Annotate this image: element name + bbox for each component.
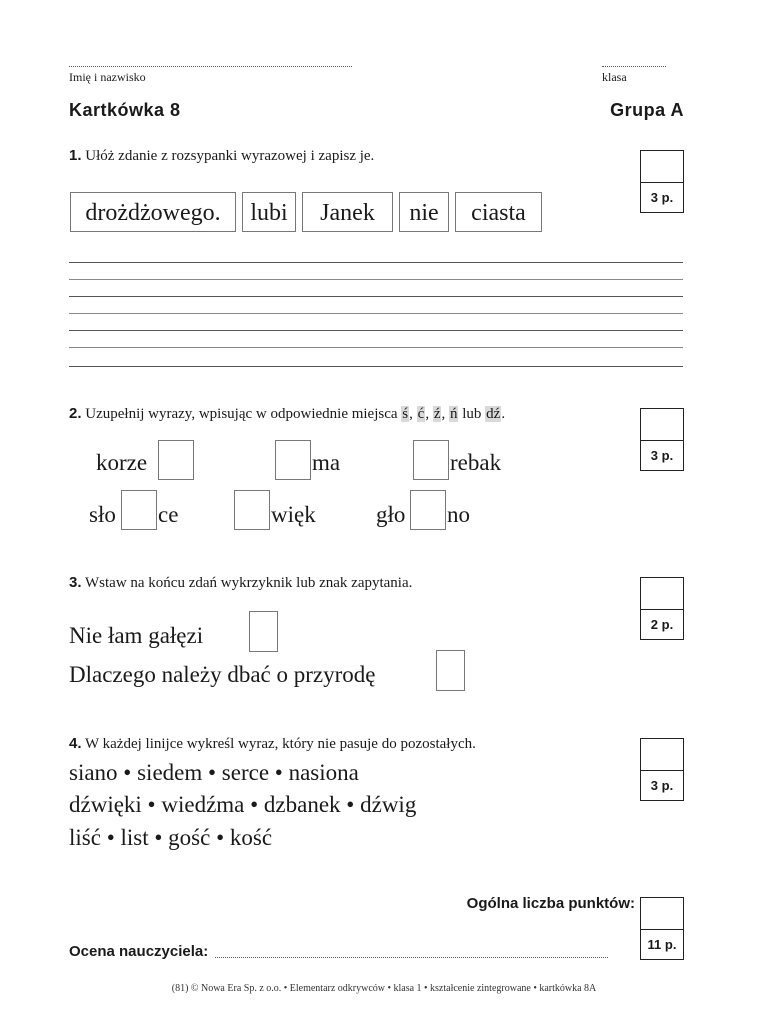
task1-score-box	[640, 150, 684, 213]
task4-text: W każdej linijce wykreśl wyraz, który nie pasuje do pozostałych.	[85, 736, 476, 752]
task4-score-box	[640, 738, 684, 801]
task2-text: Uzupełnij wyrazy, wpisując w odpowiednie miejsca	[85, 406, 398, 422]
group-label: Grupa A	[610, 100, 684, 120]
word-card: ciasta	[455, 192, 542, 232]
task4-instruction	[69, 735, 476, 753]
letter-z: ź	[433, 406, 441, 422]
letter-blank[interactable]	[234, 490, 270, 530]
task4-number: 4.	[69, 735, 82, 752]
sentence: Dlaczego należy dbać o przyrodę	[69, 662, 376, 687]
teacher-grade-label: Ocena nauczyciela:	[69, 943, 209, 960]
letter-blank[interactable]	[158, 440, 194, 480]
letter-blank[interactable]	[275, 440, 311, 480]
word-fragment: no	[447, 502, 470, 527]
name-dotted-line[interactable]	[69, 66, 352, 67]
task2-score-box	[640, 408, 684, 471]
or-word: lub	[462, 406, 482, 422]
class-dotted-line[interactable]	[602, 66, 666, 67]
task3-text: Wstaw na końcu zdań wykrzyknik lub znak zapytania.	[85, 575, 413, 591]
word-card: nie	[399, 192, 449, 232]
total-points-label: Ogólna liczba punktów:	[466, 895, 635, 912]
teacher-grade-line[interactable]	[215, 957, 608, 958]
task2-instruction: 2. Uzupełnij wyrazy, wpisując w odpowiednie miejsca ś, ć, ź, ń lub dź.	[69, 405, 506, 422]
task3-score-box	[640, 577, 684, 640]
letter-dz: dź	[486, 406, 501, 422]
task3-points: 2 p.	[650, 617, 674, 632]
word-card: lubi	[242, 192, 296, 232]
sentence: Nie łam gałęzi	[69, 623, 204, 648]
word-list-line[interactable]: siano • siedem • serce • nasiona	[69, 760, 359, 785]
letter-n: ń	[449, 406, 458, 422]
task3-instruction	[69, 574, 412, 592]
task1-text: Ułóż zdanie z rozsypanki wyrazowej i zapisz je.	[85, 148, 375, 164]
letter-s: ś	[402, 406, 409, 422]
task4-score-input[interactable]	[641, 739, 683, 771]
word-card: Janek	[302, 192, 393, 232]
task2-score-input[interactable]	[641, 409, 683, 441]
total-points: 11 p.	[647, 937, 677, 952]
total-score-input[interactable]	[641, 898, 683, 930]
name-label: Imię i nazwisko	[69, 70, 146, 84]
total-score-box	[640, 897, 684, 960]
task1-instruction	[69, 147, 374, 165]
word-fragment: rebak	[450, 450, 502, 475]
word-fragment: więk	[271, 502, 316, 527]
page-footer: (81) © Nowa Era Sp. z o.o. • Elementarz odkrywców • klasa 1 • kształcenie zintegrowane • kartkówka 8A	[171, 983, 597, 994]
task2-points: 3 p.	[650, 448, 674, 463]
task1-points: 3 p.	[650, 190, 674, 205]
punctuation-blank[interactable]	[436, 650, 465, 691]
writing-line[interactable]	[69, 296, 683, 297]
letter-blank[interactable]	[413, 440, 449, 480]
page-title: Kartkówka 8	[69, 100, 181, 120]
writing-line[interactable]	[69, 330, 683, 331]
task2-number: 2.	[69, 405, 82, 422]
letter-blank[interactable]	[410, 490, 446, 530]
letter-c: ć	[417, 406, 425, 422]
word-list-line[interactable]: dźwięki • wiedźma • dzbanek • dźwig	[69, 792, 417, 817]
writing-line[interactable]	[69, 262, 683, 263]
task1-score-input[interactable]	[641, 151, 683, 183]
writing-line-guide	[69, 279, 683, 280]
writing-line-guide	[69, 313, 683, 314]
task1-number: 1.	[69, 147, 82, 164]
word-fragment: sło	[89, 502, 116, 527]
word-list-line[interactable]: liść • list • gość • kość	[69, 825, 273, 850]
word-fragment: gło	[376, 502, 406, 527]
word-fragment: ma	[312, 450, 341, 475]
writing-line-guide	[69, 347, 683, 348]
word-fragment: korze	[96, 450, 148, 475]
task3-score-input[interactable]	[641, 578, 683, 610]
writing-line[interactable]	[69, 366, 683, 367]
task3-number: 3.	[69, 574, 82, 591]
letter-blank[interactable]	[121, 490, 157, 530]
word-card: drożdżowego.	[70, 192, 236, 232]
punctuation-blank[interactable]	[249, 611, 278, 652]
task4-points: 3 p.	[650, 778, 674, 793]
class-label: klasa	[602, 70, 627, 84]
word-fragment: ce	[158, 502, 179, 527]
